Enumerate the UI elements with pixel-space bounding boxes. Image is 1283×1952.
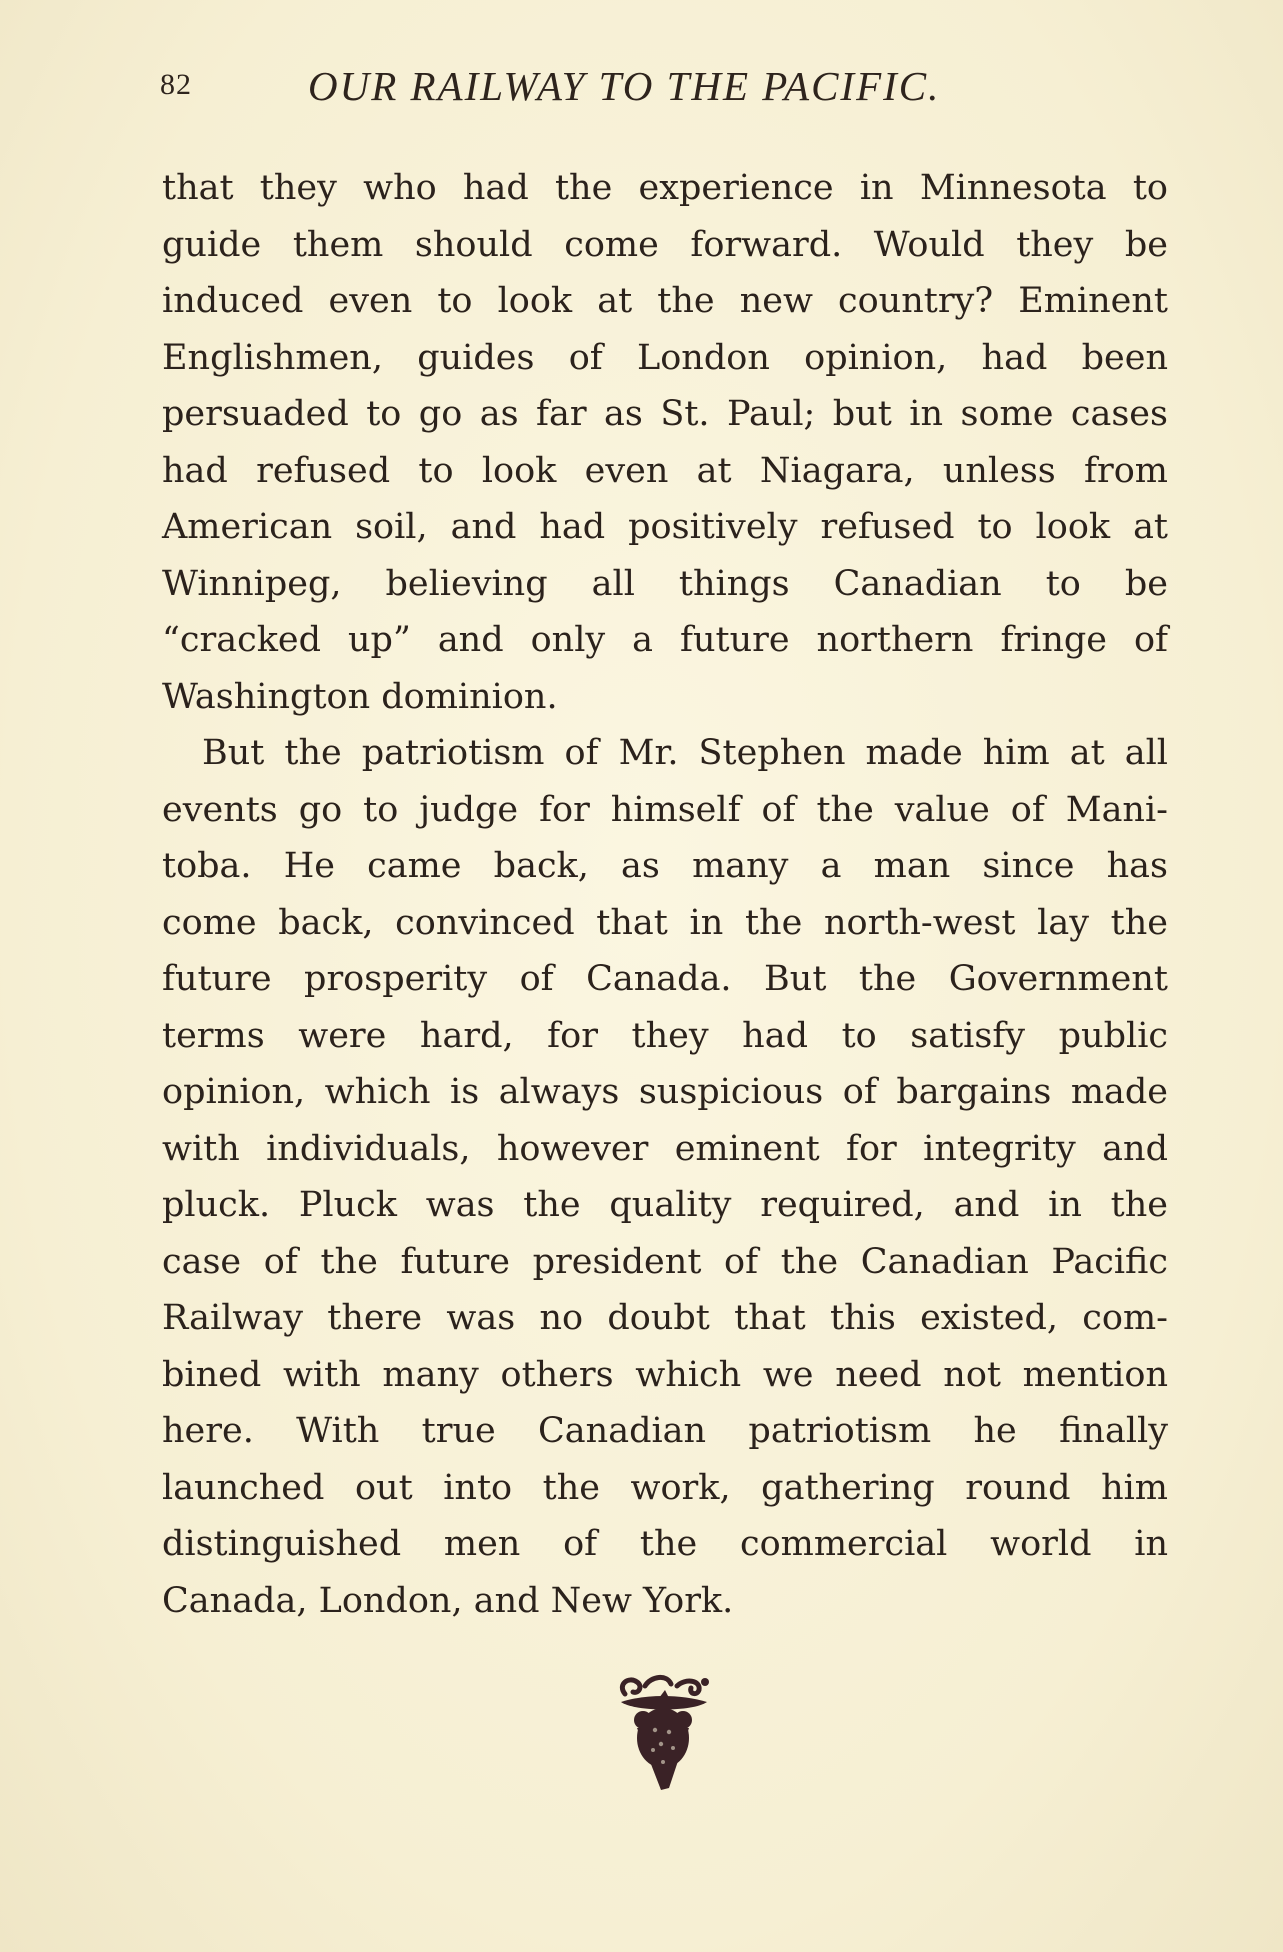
text-line: events go to judge for himself of the value of Mani- [162,789,1168,830]
text-line: distinguished men of the commercial world in [162,1524,1168,1564]
text-line: case of the future president of the Canadian Pacific [162,1241,1168,1282]
text-line: But the patriotism of Mr. Stephen made him at all [202,733,1168,773]
text-line: with individuals, however eminent for integrity and [162,1128,1168,1169]
text-line: “cracked up” and only a future northern fringe of [162,620,1168,660]
text-line: here. With true Canadian patriotism he finally [162,1411,1168,1451]
page-number: 82 [160,68,192,101]
text-line: toba. He came back, as many a man since has [162,846,1168,886]
text-line: had refused to look even at Niagara, unless from [162,450,1168,491]
text-line: opinion, which is always suspicious of bargains made [162,1072,1168,1112]
text-line: induced even to look at the new country? Eminent [162,281,1168,321]
text-line: future prosperity of Canada. But the Government [162,959,1168,999]
text-line: guide them should come forward. Would they be [162,224,1168,265]
text-line: launched out into the work, gathering round him [162,1467,1168,1508]
text-line: that they who had the experience in Minnesota to [162,168,1168,208]
running-head [160,62,1050,122]
text-line: Railway there was no doubt that this existed, com- [162,1298,1168,1338]
grape-cluster-tailpiece-icon [615,1672,711,1792]
text-line: terms were hard, for they had to satisfy public [162,1015,1168,1056]
text-line: Englishmen, guides of London opinion, had been [162,337,1168,378]
body-text [162,160,1168,1629]
text-line: Washington dominion. [162,676,558,717]
text-line: bined with many others which we need not mention [162,1354,1168,1395]
text-line: pluck. Pluck was the quality required, and in the [162,1185,1168,1225]
running-title: OUR RAILWAY TO THE PACIFIC. [308,63,941,109]
text-line: Canada, London, and New York. [162,1580,734,1621]
text-line: American soil, and had positively refused to look at [162,507,1168,547]
paragraph-2 [162,725,1168,1629]
paragraph-1 [162,160,1168,725]
text-line: persuaded to go as far as St. Paul; but in some cases [162,394,1168,434]
text-line: Winnipeg, believing all things Canadian to be [162,563,1168,604]
text-line: come back, convinced that in the north-west lay the [162,902,1168,943]
